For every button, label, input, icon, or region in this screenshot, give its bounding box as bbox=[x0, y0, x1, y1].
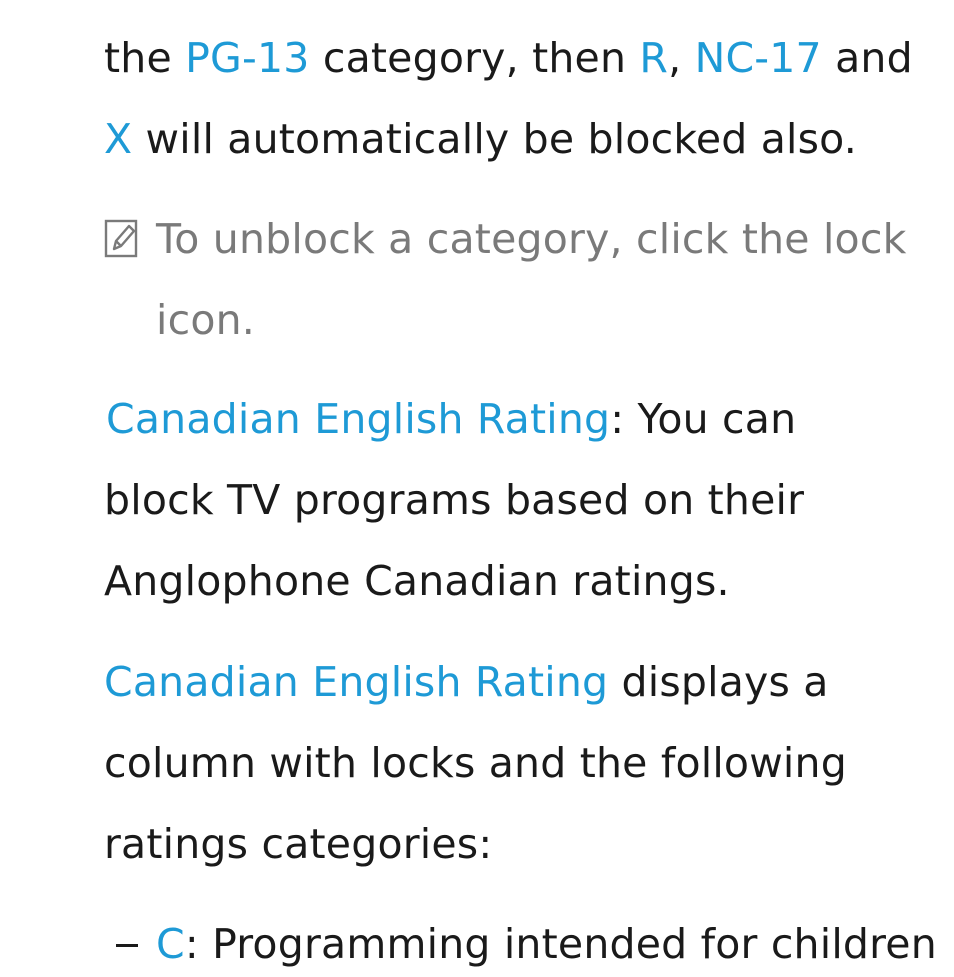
text: displays a bbox=[608, 658, 829, 706]
rating-c: C bbox=[156, 920, 185, 968]
note-line-2: icon. bbox=[156, 296, 256, 344]
paragraph-3-line-3: ratings categories: bbox=[104, 820, 493, 868]
list-bullet-dash bbox=[116, 944, 138, 947]
text: : You can bbox=[610, 395, 797, 443]
paragraph-2-line-3: Anglophone Canadian ratings. bbox=[104, 557, 730, 605]
text: and bbox=[821, 34, 913, 82]
note-icon bbox=[104, 219, 140, 259]
note-line-1: To unblock a category, click the lock bbox=[156, 215, 907, 263]
text: will automatically be blocked also. bbox=[132, 115, 857, 163]
paragraph-1-line-2 bbox=[104, 115, 857, 163]
text: , bbox=[668, 34, 695, 82]
paragraph-2-line-2: block TV programs based on their bbox=[104, 476, 805, 524]
paragraph-3-line-1 bbox=[104, 658, 829, 706]
text: category, then bbox=[309, 34, 640, 82]
rating-nc17: NC-17 bbox=[694, 34, 822, 82]
paragraph-2-line-1 bbox=[106, 395, 796, 443]
canadian-english-rating-link: Canadian English Rating bbox=[106, 395, 611, 443]
paragraph-3-line-2: column with locks and the following bbox=[104, 739, 847, 787]
list-item-c bbox=[156, 920, 937, 968]
rating-pg13: PG-13 bbox=[185, 34, 310, 82]
paragraph-1-line-1 bbox=[104, 34, 913, 82]
rating-x: X bbox=[104, 115, 133, 163]
rating-r: R bbox=[639, 34, 669, 82]
canadian-english-rating-link: Canadian English Rating bbox=[104, 658, 609, 706]
text: the bbox=[104, 34, 186, 82]
text: : Programming intended for children bbox=[184, 920, 937, 968]
